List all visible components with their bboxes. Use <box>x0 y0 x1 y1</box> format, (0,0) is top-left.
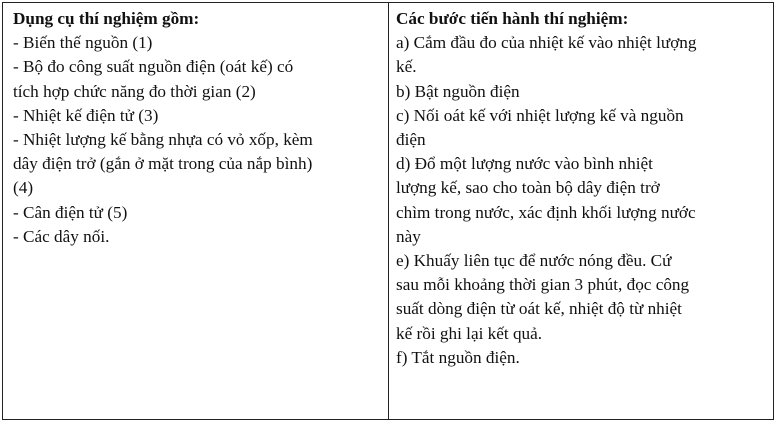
procedure-line: suất dòng điện từ oát kế, nhiệt độ từ nhiệt <box>396 299 682 319</box>
equipment-line: - Nhiệt lượng kế bằng nhựa có vỏ xốp, kèm <box>13 130 313 150</box>
equipment-line: (4) <box>13 178 34 198</box>
equipment-line: - Cân điện tử (5) <box>13 202 128 222</box>
procedure-column <box>389 3 773 419</box>
procedure-line: kế rồi ghi lại kết quả. <box>396 323 543 343</box>
equipment-line: dây điện trở (gắn ở mặt trong của nắp bình) <box>13 154 313 174</box>
procedure-line: b) Bật nguồn điện <box>396 81 520 101</box>
equipment-line: tích hợp chức năng đo thời gian (2) <box>13 81 256 101</box>
equipment-heading: Dụng cụ thí nghiệm gồm: <box>13 9 200 28</box>
procedure-line: kế. <box>396 57 417 77</box>
experiment-table <box>2 2 774 420</box>
procedure-line: chìm trong nước, xác định khối lượng nước <box>396 202 696 222</box>
procedure-line: sau mỗi khoảng thời gian 3 phút, đọc công <box>396 275 690 295</box>
procedure-heading: Các bước tiến hành thí nghiệm: <box>396 9 629 28</box>
procedure-line: lượng kế, sao cho toàn bộ dây điện trở <box>396 178 660 198</box>
equipment-line: - Biến thế nguồn (1) <box>13 33 153 53</box>
procedure-line: a) Cắm đầu đo của nhiệt kế vào nhiệt lượng <box>396 33 697 53</box>
procedure-line: này <box>396 226 421 246</box>
equipment-line: - Các dây nối. <box>13 226 110 246</box>
procedure-line: f) Tắt nguồn điện. <box>396 347 520 367</box>
procedure-line: c) Nối oát kế với nhiệt lượng kế và nguồn <box>396 105 684 125</box>
procedure-line: điện <box>396 130 426 150</box>
procedure-line: d) Đổ một lượng nước vào bình nhiệt <box>396 154 653 174</box>
equipment-column <box>3 3 389 419</box>
procedure-line: e) Khuấy liên tục để nước nóng đều. Cứ <box>396 251 672 271</box>
equipment-line: - Nhiệt kế điện tử (3) <box>13 105 159 125</box>
equipment-line: - Bộ đo công suất nguồn điện (oát kế) có <box>13 57 294 77</box>
